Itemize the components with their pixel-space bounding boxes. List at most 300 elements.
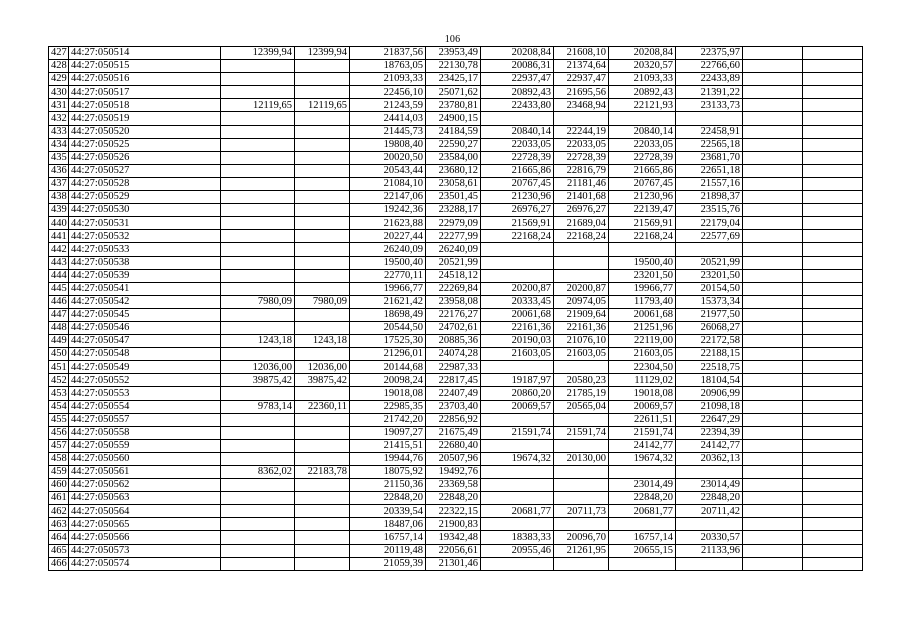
- value-cell-col-6: [554, 269, 609, 282]
- value-cell-col-8: 23014,49: [676, 479, 743, 492]
- value-cell-col-9: [743, 99, 803, 112]
- value-cell-col-5: [481, 361, 554, 374]
- value-cell-col-8: 26068,27: [676, 321, 743, 334]
- value-cell-col-1: [221, 452, 295, 465]
- table-row: [49, 177, 863, 190]
- cadastral-code-cell: 44:27:050547: [69, 335, 221, 348]
- value-cell-col-1: [221, 60, 295, 73]
- cadastral-code-cell: 44:27:050565: [69, 518, 221, 531]
- value-cell-col-6: 21374,64: [554, 60, 609, 73]
- table-row: [49, 466, 863, 479]
- value-cell-col-10: [803, 413, 863, 426]
- value-cell-col-5: [481, 112, 554, 125]
- value-cell-col-9: [743, 60, 803, 73]
- value-cell-col-9: [743, 243, 803, 256]
- value-cell-col-10: [803, 164, 863, 177]
- value-cell-col-6: 21401,68: [554, 191, 609, 204]
- value-cell-col-6: 23468,94: [554, 99, 609, 112]
- value-cell-col-9: [743, 151, 803, 164]
- table-row: [49, 557, 863, 570]
- value-cell-col-8: 22651,18: [676, 164, 743, 177]
- value-cell-col-8: [676, 518, 743, 531]
- row-number-cell: 456: [49, 426, 69, 439]
- value-cell-col-9: [743, 217, 803, 230]
- value-cell-col-1: [221, 557, 295, 570]
- cadastral-code-cell: 44:27:050538: [69, 256, 221, 269]
- row-number-cell: 450: [49, 348, 69, 361]
- value-cell-col-9: [743, 439, 803, 452]
- value-cell-col-5: 22168,24: [481, 230, 554, 243]
- value-cell-col-5: 21603,05: [481, 348, 554, 361]
- value-cell-col-2: [295, 452, 350, 465]
- value-cell-col-1: 1243,18: [221, 335, 295, 348]
- value-cell-col-3: 22848,20: [350, 492, 426, 505]
- row-number-cell: 455: [49, 413, 69, 426]
- value-cell-col-6: 20130,00: [554, 452, 609, 465]
- value-cell-col-8: 23515,76: [676, 204, 743, 217]
- value-cell-col-2: 12119,65: [295, 99, 350, 112]
- value-cell-col-1: [221, 544, 295, 557]
- value-cell-col-1: [221, 204, 295, 217]
- value-cell-col-10: [803, 60, 863, 73]
- value-cell-col-4: 22269,84: [426, 282, 481, 295]
- row-number-cell: 442: [49, 243, 69, 256]
- value-cell-col-7: 20655,15: [609, 544, 676, 557]
- value-cell-col-9: [743, 204, 803, 217]
- value-cell-col-7: 21569,91: [609, 217, 676, 230]
- value-cell-col-9: [743, 47, 803, 60]
- value-cell-col-5: 20333,45: [481, 295, 554, 308]
- value-cell-col-3: 20020,50: [350, 151, 426, 164]
- value-cell-col-6: 20711,73: [554, 505, 609, 518]
- value-cell-col-5: 20190,03: [481, 335, 554, 348]
- value-cell-col-1: 7980,09: [221, 295, 295, 308]
- value-cell-col-6: 22033,05: [554, 138, 609, 151]
- value-cell-col-8: 22766,60: [676, 60, 743, 73]
- table-row: [49, 204, 863, 217]
- table-row: [49, 335, 863, 348]
- row-number-cell: 448: [49, 321, 69, 334]
- cadastral-code-cell: 44:27:050557: [69, 413, 221, 426]
- value-cell-col-7: 23201,50: [609, 269, 676, 282]
- value-cell-col-7: 19018,08: [609, 387, 676, 400]
- value-cell-col-8: 22458,91: [676, 125, 743, 138]
- row-number-cell: 441: [49, 230, 69, 243]
- value-cell-col-7: 21251,96: [609, 321, 676, 334]
- value-cell-col-4: 23780,81: [426, 99, 481, 112]
- value-cell-col-8: 22647,29: [676, 413, 743, 426]
- table-row: [49, 86, 863, 99]
- value-cell-col-2: 12399,94: [295, 47, 350, 60]
- value-cell-col-4: 22407,49: [426, 387, 481, 400]
- cadastral-code-cell: 44:27:050554: [69, 400, 221, 413]
- value-cell-col-4: 23369,58: [426, 479, 481, 492]
- value-cell-col-6: 20565,04: [554, 400, 609, 413]
- value-cell-col-10: [803, 426, 863, 439]
- row-number-cell: 454: [49, 400, 69, 413]
- cadastral-code-cell: 44:27:050539: [69, 269, 221, 282]
- value-cell-col-4: 22590,27: [426, 138, 481, 151]
- value-cell-col-8: [676, 557, 743, 570]
- value-cell-col-2: [295, 308, 350, 321]
- value-cell-col-7: 20767,45: [609, 177, 676, 190]
- value-cell-col-4: 20885,36: [426, 335, 481, 348]
- value-cell-col-9: [743, 308, 803, 321]
- value-cell-col-10: [803, 151, 863, 164]
- value-cell-col-4: 22277,99: [426, 230, 481, 243]
- value-cell-col-2: [295, 492, 350, 505]
- value-cell-col-8: 22518,75: [676, 361, 743, 374]
- table-row: [49, 230, 863, 243]
- value-cell-col-3: 19018,08: [350, 387, 426, 400]
- value-cell-col-1: [221, 439, 295, 452]
- value-cell-col-4: 22987,33: [426, 361, 481, 374]
- value-cell-col-4: 23680,12: [426, 164, 481, 177]
- cadastral-code-cell: 44:27:050566: [69, 531, 221, 544]
- table-row: [49, 531, 863, 544]
- value-cell-col-4: 22848,20: [426, 492, 481, 505]
- row-number-cell: 457: [49, 439, 69, 452]
- value-cell-col-5: 20681,77: [481, 505, 554, 518]
- value-cell-col-2: 7980,09: [295, 295, 350, 308]
- value-cell-col-7: 20681,77: [609, 505, 676, 518]
- table-row: [49, 269, 863, 282]
- cadastral-code-cell: 44:27:050529: [69, 191, 221, 204]
- value-cell-col-3: 22456,10: [350, 86, 426, 99]
- cadastral-code-cell: 44:27:050553: [69, 387, 221, 400]
- value-cell-col-1: [221, 230, 295, 243]
- value-cell-col-3: 22770,11: [350, 269, 426, 282]
- value-cell-col-6: 21076,10: [554, 335, 609, 348]
- row-number-cell: 461: [49, 492, 69, 505]
- value-cell-col-9: [743, 531, 803, 544]
- value-cell-col-10: [803, 544, 863, 557]
- value-cell-col-7: [609, 557, 676, 570]
- value-cell-col-6: [554, 361, 609, 374]
- value-cell-col-9: [743, 505, 803, 518]
- value-cell-col-5: 20767,45: [481, 177, 554, 190]
- value-cell-col-3: 18763,05: [350, 60, 426, 73]
- value-cell-col-10: [803, 452, 863, 465]
- value-cell-col-2: [295, 112, 350, 125]
- value-cell-col-6: 21909,64: [554, 308, 609, 321]
- table-row: [49, 256, 863, 269]
- value-cell-col-5: 18383,33: [481, 531, 554, 544]
- value-cell-col-8: 21898,37: [676, 191, 743, 204]
- value-cell-col-1: [221, 151, 295, 164]
- value-cell-col-3: 21621,42: [350, 295, 426, 308]
- cadastral-code-cell: 44:27:050514: [69, 47, 221, 60]
- cadastral-code-cell: 44:27:050532: [69, 230, 221, 243]
- value-cell-col-4: 24074,28: [426, 348, 481, 361]
- value-cell-col-6: [554, 256, 609, 269]
- table-body: [49, 47, 863, 571]
- value-cell-col-1: [221, 177, 295, 190]
- value-cell-col-3: 20544,50: [350, 321, 426, 334]
- row-number-cell: 438: [49, 191, 69, 204]
- table-row: [49, 479, 863, 492]
- value-cell-col-2: [295, 439, 350, 452]
- value-cell-col-8: 22848,20: [676, 492, 743, 505]
- row-number-cell: 437: [49, 177, 69, 190]
- value-cell-col-6: 21591,74: [554, 426, 609, 439]
- table-row: [49, 439, 863, 452]
- value-cell-col-7: [609, 243, 676, 256]
- value-cell-col-7: 20061,68: [609, 308, 676, 321]
- value-cell-col-10: [803, 400, 863, 413]
- value-cell-col-9: [743, 256, 803, 269]
- value-cell-col-7: 21603,05: [609, 348, 676, 361]
- value-cell-col-9: [743, 518, 803, 531]
- value-cell-col-6: 21785,19: [554, 387, 609, 400]
- value-cell-col-5: 20200,87: [481, 282, 554, 295]
- row-number-cell: 434: [49, 138, 69, 151]
- value-cell-col-8: 22433,89: [676, 73, 743, 86]
- value-cell-col-4: 21900,83: [426, 518, 481, 531]
- value-cell-col-6: 22816,79: [554, 164, 609, 177]
- value-cell-col-8: 22577,69: [676, 230, 743, 243]
- value-cell-col-3: 19808,40: [350, 138, 426, 151]
- value-cell-col-3: 21093,33: [350, 73, 426, 86]
- row-number-cell: 433: [49, 125, 69, 138]
- cadastral-code-cell: 44:27:050528: [69, 177, 221, 190]
- value-cell-col-6: 22244,19: [554, 125, 609, 138]
- value-cell-col-7: 22304,50: [609, 361, 676, 374]
- value-cell-col-9: [743, 112, 803, 125]
- table-row: [49, 60, 863, 73]
- row-number-cell: 429: [49, 73, 69, 86]
- value-cell-col-3: 21150,36: [350, 479, 426, 492]
- value-cell-col-3: 26240,09: [350, 243, 426, 256]
- row-number-cell: 443: [49, 256, 69, 269]
- value-cell-col-2: [295, 505, 350, 518]
- row-number-cell: 452: [49, 374, 69, 387]
- table-row: [49, 348, 863, 361]
- table-row: [49, 125, 863, 138]
- value-cell-col-9: [743, 191, 803, 204]
- table-row: [49, 151, 863, 164]
- value-cell-col-9: [743, 335, 803, 348]
- value-cell-col-3: 21243,59: [350, 99, 426, 112]
- value-cell-col-2: 22183,78: [295, 466, 350, 479]
- cadastral-code-cell: 44:27:050558: [69, 426, 221, 439]
- value-cell-col-8: 20711,42: [676, 505, 743, 518]
- value-cell-col-9: [743, 361, 803, 374]
- value-cell-col-2: [295, 164, 350, 177]
- value-cell-col-6: [554, 413, 609, 426]
- table-row: [49, 492, 863, 505]
- value-cell-col-3: 20543,44: [350, 164, 426, 177]
- cadastral-code-cell: 44:27:050549: [69, 361, 221, 374]
- value-cell-col-1: [221, 269, 295, 282]
- value-cell-col-1: [221, 86, 295, 99]
- value-cell-col-4: 24518,12: [426, 269, 481, 282]
- value-cell-col-7: 21591,74: [609, 426, 676, 439]
- value-cell-col-6: [554, 479, 609, 492]
- value-cell-col-4: 22130,78: [426, 60, 481, 73]
- value-cell-col-6: [554, 466, 609, 479]
- cadastral-code-cell: 44:27:050541: [69, 282, 221, 295]
- value-cell-col-9: [743, 321, 803, 334]
- value-cell-col-4: 23058,61: [426, 177, 481, 190]
- value-cell-col-5: 22433,80: [481, 99, 554, 112]
- cadastral-code-cell: 44:27:050527: [69, 164, 221, 177]
- value-cell-col-10: [803, 269, 863, 282]
- table-row: [49, 321, 863, 334]
- cadastral-code-cell: 44:27:050548: [69, 348, 221, 361]
- table-row: [49, 112, 863, 125]
- value-cell-col-4: 19492,76: [426, 466, 481, 479]
- row-number-cell: 432: [49, 112, 69, 125]
- value-cell-col-8: [676, 466, 743, 479]
- value-cell-col-7: 11793,40: [609, 295, 676, 308]
- cadastral-code-cell: 44:27:050518: [69, 99, 221, 112]
- value-cell-col-9: [743, 73, 803, 86]
- value-cell-col-7: [609, 112, 676, 125]
- value-cell-col-4: 22856,92: [426, 413, 481, 426]
- value-cell-col-6: 20200,87: [554, 282, 609, 295]
- value-cell-col-1: 39875,42: [221, 374, 295, 387]
- value-cell-col-2: [295, 321, 350, 334]
- value-cell-col-2: [295, 348, 350, 361]
- value-cell-col-8: 20362,13: [676, 452, 743, 465]
- value-cell-col-10: [803, 505, 863, 518]
- value-cell-col-8: 23201,50: [676, 269, 743, 282]
- value-cell-col-7: 11129,02: [609, 374, 676, 387]
- value-cell-col-2: [295, 86, 350, 99]
- value-cell-col-10: [803, 492, 863, 505]
- value-cell-col-2: [295, 387, 350, 400]
- cadastral-code-cell: 44:27:050546: [69, 321, 221, 334]
- value-cell-col-3: 19500,40: [350, 256, 426, 269]
- value-cell-col-6: 22937,47: [554, 73, 609, 86]
- value-cell-col-1: [221, 413, 295, 426]
- row-number-cell: 463: [49, 518, 69, 531]
- cadastral-code-cell: 44:27:050574: [69, 557, 221, 570]
- cadastral-code-cell: 44:27:050561: [69, 466, 221, 479]
- value-cell-col-4: 22979,09: [426, 217, 481, 230]
- value-cell-col-5: 19674,32: [481, 452, 554, 465]
- value-cell-col-1: [221, 348, 295, 361]
- value-cell-col-6: 21689,04: [554, 217, 609, 230]
- cadastral-code-cell: 44:27:050530: [69, 204, 221, 217]
- value-cell-col-8: 22179,04: [676, 217, 743, 230]
- value-cell-col-4: 23425,17: [426, 73, 481, 86]
- value-cell-col-9: [743, 282, 803, 295]
- value-cell-col-8: 24142,77: [676, 439, 743, 452]
- cadastral-code-cell: 44:27:050525: [69, 138, 221, 151]
- value-cell-col-1: [221, 112, 295, 125]
- value-cell-col-5: 26976,27: [481, 204, 554, 217]
- value-cell-col-7: 22611,51: [609, 413, 676, 426]
- value-cell-col-1: [221, 426, 295, 439]
- cadastral-code-cell: 44:27:050519: [69, 112, 221, 125]
- value-cell-col-5: 21591,74: [481, 426, 554, 439]
- value-cell-col-10: [803, 374, 863, 387]
- table-row: [49, 426, 863, 439]
- table-row: [49, 47, 863, 60]
- row-number-cell: 447: [49, 308, 69, 321]
- value-cell-col-2: [295, 230, 350, 243]
- table-row: [49, 387, 863, 400]
- value-cell-col-9: [743, 86, 803, 99]
- value-cell-col-7: 20320,57: [609, 60, 676, 73]
- value-cell-col-3: 16757,14: [350, 531, 426, 544]
- value-cell-col-8: 21557,16: [676, 177, 743, 190]
- row-number-cell: 449: [49, 335, 69, 348]
- value-cell-col-4: 20507,96: [426, 452, 481, 465]
- value-cell-col-4: 23703,40: [426, 400, 481, 413]
- value-cell-col-2: 22360,11: [295, 400, 350, 413]
- value-cell-col-4: 23501,45: [426, 191, 481, 204]
- value-cell-col-10: [803, 518, 863, 531]
- value-cell-col-5: [481, 466, 554, 479]
- value-cell-col-1: [221, 191, 295, 204]
- value-cell-col-2: [295, 217, 350, 230]
- value-cell-col-4: 24702,61: [426, 321, 481, 334]
- row-number-cell: 460: [49, 479, 69, 492]
- value-cell-col-3: 21445,73: [350, 125, 426, 138]
- cadastral-code-cell: 44:27:050526: [69, 151, 221, 164]
- value-cell-col-7: 22168,24: [609, 230, 676, 243]
- value-cell-col-9: [743, 557, 803, 570]
- value-cell-col-5: [481, 256, 554, 269]
- value-cell-col-7: 21230,96: [609, 191, 676, 204]
- value-cell-col-7: 22139,47: [609, 204, 676, 217]
- value-cell-col-1: 12036,00: [221, 361, 295, 374]
- cadastral-code-cell: 44:27:050562: [69, 479, 221, 492]
- value-cell-col-8: 22565,18: [676, 138, 743, 151]
- value-cell-col-3: 18075,92: [350, 466, 426, 479]
- value-cell-col-9: [743, 413, 803, 426]
- value-cell-col-8: 18104,54: [676, 374, 743, 387]
- value-cell-col-2: [295, 544, 350, 557]
- value-cell-col-9: [743, 400, 803, 413]
- value-cell-col-7: 19966,77: [609, 282, 676, 295]
- value-cell-col-3: 18487,06: [350, 518, 426, 531]
- value-cell-col-2: 12036,00: [295, 361, 350, 374]
- value-cell-col-10: [803, 361, 863, 374]
- value-cell-col-6: 22161,36: [554, 321, 609, 334]
- value-cell-col-8: 15373,34: [676, 295, 743, 308]
- value-cell-col-5: 20892,43: [481, 86, 554, 99]
- value-cell-col-10: [803, 335, 863, 348]
- value-cell-col-3: 22985,35: [350, 400, 426, 413]
- value-cell-col-3: 18698,49: [350, 308, 426, 321]
- row-number-cell: 453: [49, 387, 69, 400]
- value-cell-col-4: 22176,27: [426, 308, 481, 321]
- value-cell-col-10: [803, 308, 863, 321]
- value-cell-col-5: 20860,20: [481, 387, 554, 400]
- table-row: [49, 243, 863, 256]
- value-cell-col-8: 21391,22: [676, 86, 743, 99]
- value-cell-col-10: [803, 125, 863, 138]
- value-cell-col-3: 24414,03: [350, 112, 426, 125]
- value-cell-col-5: [481, 518, 554, 531]
- table-row: [49, 518, 863, 531]
- table-row: [49, 191, 863, 204]
- value-cell-col-1: [221, 387, 295, 400]
- value-cell-col-7: 24142,77: [609, 439, 676, 452]
- value-cell-col-9: [743, 138, 803, 151]
- value-cell-col-10: [803, 466, 863, 479]
- value-cell-col-10: [803, 138, 863, 151]
- value-cell-col-4: 24900,15: [426, 112, 481, 125]
- value-cell-col-9: [743, 230, 803, 243]
- value-cell-col-3: 19097,27: [350, 426, 426, 439]
- row-number-cell: 440: [49, 217, 69, 230]
- cadastral-code-cell: 44:27:050573: [69, 544, 221, 557]
